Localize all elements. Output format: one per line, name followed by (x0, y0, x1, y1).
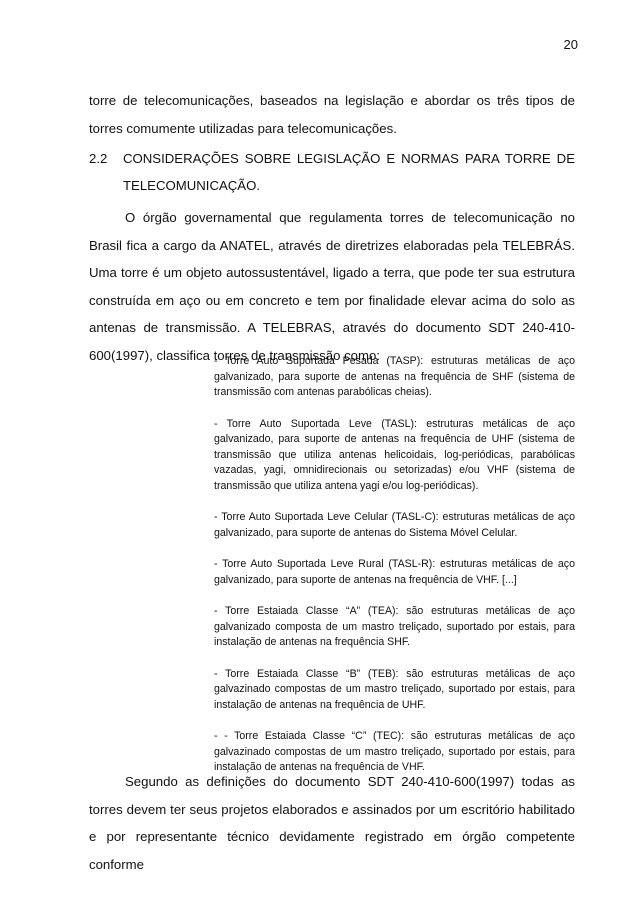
section-title-line2: TELECOMUNICAÇÃO. (123, 178, 261, 193)
final-paragraph: Segundo as definições do documento SDT 240-410-600(1997) todas as torres devem ter seus projetos elaborados e assinados por um escritório habilitado e por representante técnico devidamente registrado em órgão competente conforme (89, 774, 575, 872)
citation-tea: - Torre Estaiada Classe “A” (TEA): são estruturas metálicas de aço galvanizado composta de um mastro treliçado, suportado por estais, para instalação de antenas na frequência SHF. (214, 605, 575, 648)
page-number: 20 (563, 37, 578, 52)
intro-paragraph: torre de telecomunicações, baseados na legislação e abordar os três tipos de torres comumente utilizadas para telecomunicações. (89, 93, 575, 136)
section-heading (89, 145, 575, 199)
citation-tasl: - Torre Auto Suportada Leve (TASL): estruturas metálicas de aço galvanizado, para suporte de antenas na frequência de UHF (sistema de transmissão que utiliza antenas helicoidais, log-periódicas, parabólicas vazadas, yagi, omnidirecionais ou setorizadas) e/ou VHF (sistema de transmissão que utiliza antena yagi e/ou log-periódicas). (214, 417, 575, 492)
citation-teb: - Torre Estaiada Classe “B” (TEB): são estruturas metálicas de aço galvazinado compostas de um mastro treliçado, suportado por estais, para instalação de antenas na frequência de UHF. (214, 667, 575, 711)
citation-tec: - - Torre Estaiada Classe “C” (TEC): são estruturas metálicas de aço galvazinado compostas de um mastro treliçado, suportado por estais, para instalação de antenas na frequência de VHF. (214, 730, 575, 773)
main-paragraph: O órgão governamental que regulamenta torres de telecomunicação no Brasil fica a cargo da ANATEL, através de diretrizes elaboradas pela TELEBRÁS. Uma torre é um objeto autossustentável, ligado a terra, que pode ter sua estrutura construída em aço ou em concreto e tem por finalidade elevar acima do solo as antenas de transmissão. A TELEBRAS, através do documento SDT 240-410-600(1997), classifica torres de transmissão como: (89, 210, 575, 363)
section-title-line1: CONSIDERAÇÕES SOBRE LEGISLAÇÃO E NORMAS PARA TORRE DE (123, 151, 575, 166)
citation-tasp: - Torre Auto Suportada Pesada (TASP): estruturas metálicas de aço galvanizado, para suporte de antenas na frequência de SHF (sistema de transmissão com antenas parabólicas cheias). (214, 355, 575, 398)
citation-tasl-c: - Torre Auto Suportada Leve Celular (TASL-C): estruturas metálicas de aço galvanizado, para suporte de antenas do Sistema Móvel Celular. (214, 511, 575, 539)
citation-tasl-r: - Torre Auto Suportada Leve Rural (TASL-R): estruturas metálicas de aço galvanizado, para suporte de antenas na frequência de VHF. [...] (214, 558, 575, 586)
citation-block (214, 354, 575, 792)
section-number: 2.2 (89, 151, 108, 166)
